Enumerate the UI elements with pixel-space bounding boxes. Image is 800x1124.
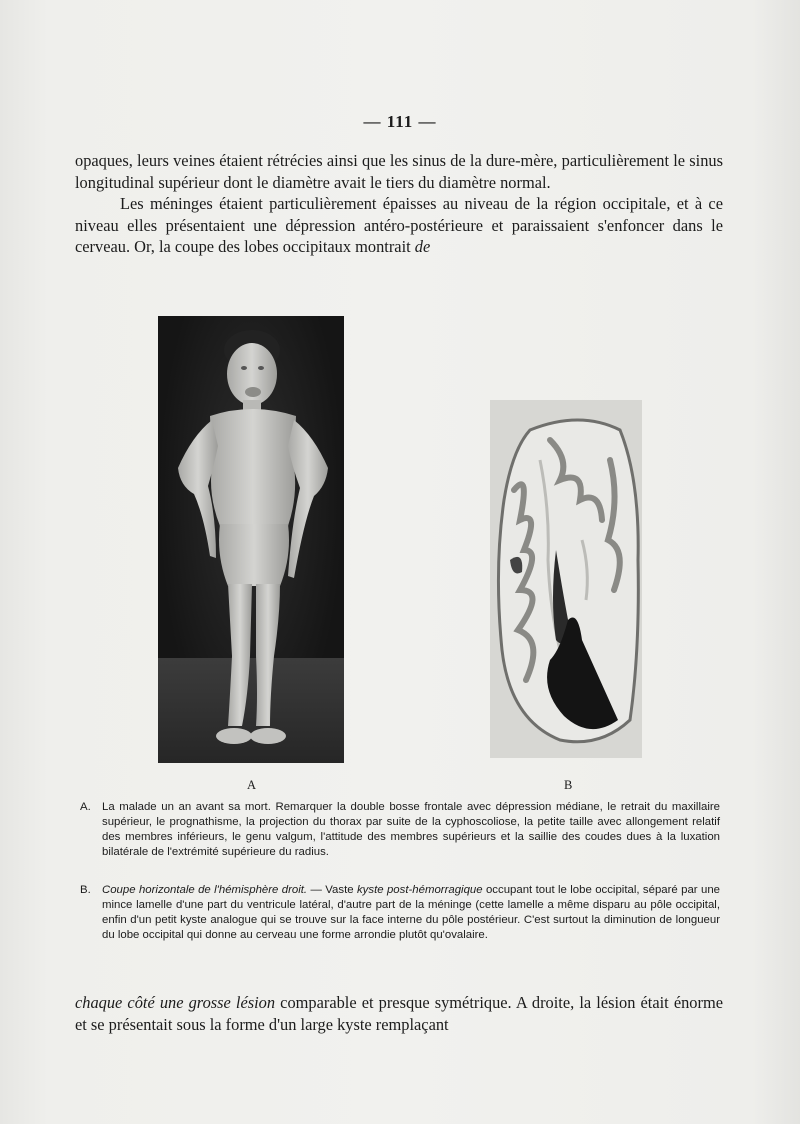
paragraph-2 [75,193,723,258]
caption-b-term: kyste post-hémorragique [356,884,483,896]
figure-b-photograph [490,400,642,758]
caption-b-title: Coupe horizontale de l'hémisphère droit. [102,884,308,896]
figure-b-label: B [564,778,573,792]
caption-b-letter: B. [80,884,91,896]
caption-b-text: occupant tout le lobe occipital, séparé par une mince lamelle d'une part du ventricule latéral, d'autre part de la méninge (cette lamelle a même disparu au pôle occipital, enfin d'un petit kyste analogue qui se trouve sur la face interne du pôle postérieur. C'est surtout la diminution de longueur du lobe occipital qui donne au cerveau une forme arrondie plutôt qu'ovalaire. [102,884,721,941]
caption-b [80,883,720,943]
paragraph-3 [75,992,723,1035]
paragraph-2-italic-end: de [414,237,431,256]
page-number: — 111 — [363,112,437,131]
paragraph-1: opaques, leurs veines étaient rétrécies ainsi que les sinus de la dure-mère, particulièrement le sinus longitudinal supérieur dont le diamètre avait le tiers du diamètre normal. [75,151,723,192]
caption-a-letter: A. [80,801,91,813]
body-text-bottom [75,992,723,1035]
caption-a-text: La malade un an avant sa mort. Remarquer la double bosse frontale avec dépression médiane, le retrait du maxillaire supérieur, le prognathisme, la projection du thorax par suite de la cyphoscoliose, la petite taille avec allongement relatif des membres inférieurs, le genu valgum, l'attitude des membres supérieurs et la saillie des coudes dues à la luxation bilatérale de l'extrémité supérieure du radius. [102,801,720,858]
paragraph-3-italic-start: chaque côté une grosse lésion [75,993,276,1012]
standing-figure-drawing [158,316,344,763]
caption-b-body [102,883,720,943]
paragraph-3-text: comparable et presque symétrique. A droite, la lésion était énorme et se présentait sous la forme d'un large kyste remplaçant [75,993,723,1034]
brain-section-drawing [490,400,642,758]
figure-a-photograph [158,316,344,763]
figure-a-label: A [247,778,257,792]
paragraph-2-text: Les méninges étaient particulièrement épaisses au niveau de la région occipitale, et à ce niveau elles présentaient une dépression antéro-postérieure et paraissaient s'enfoncer dans le cerveau. Or, la coupe des lobes occipitaux montrait [75,194,723,256]
caption-b-dash: — Vaste [307,884,357,896]
caption-a [80,800,720,860]
body-text-top [75,150,723,258]
